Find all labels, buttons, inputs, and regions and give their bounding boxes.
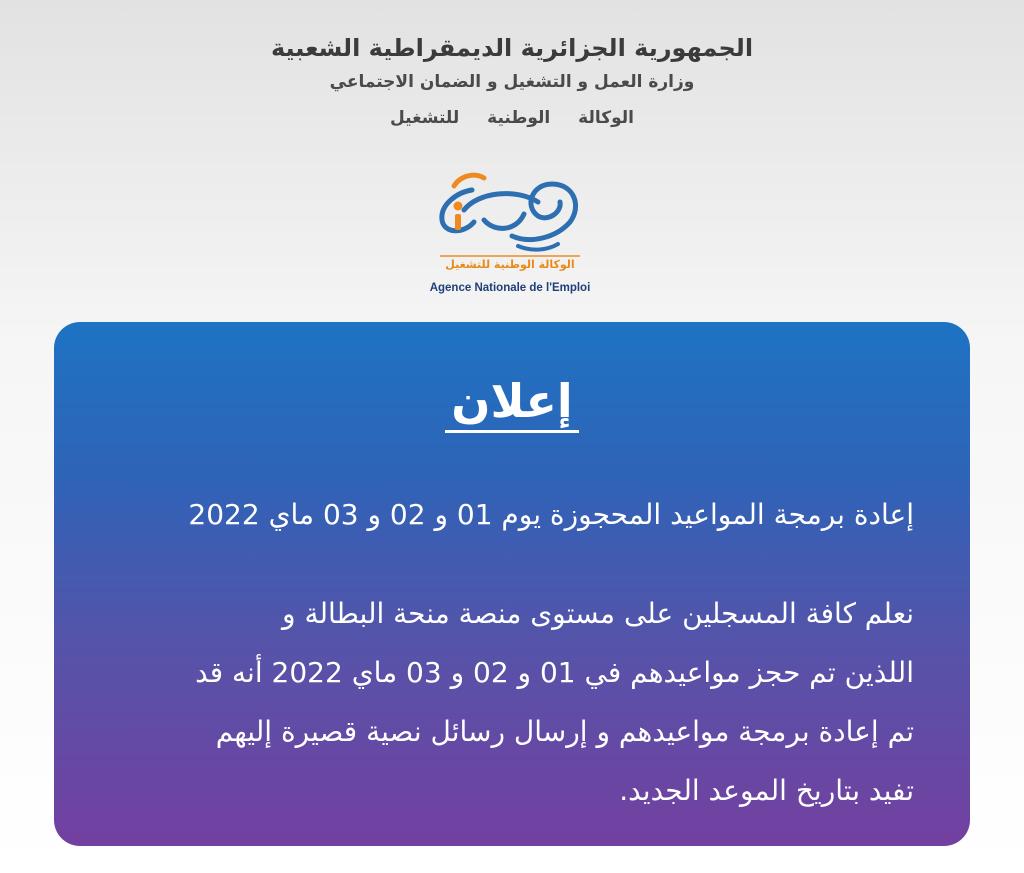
anem-logo (420, 162, 600, 310)
body-line: تفيد بتاريخ الموعد الجديد. (619, 774, 914, 807)
announcement-card (54, 322, 970, 846)
agency-name: الوكالة الوطنية للتشغيل (389, 108, 634, 128)
announcement-title-wrap (54, 374, 970, 428)
announcement-title: إعلان (445, 374, 578, 433)
body-line: اللذين تم حجز مواعيدهم في 01 و 02 و 03 ماي 2022 أنه قد (195, 656, 914, 689)
anem-logo-icon (420, 162, 600, 258)
body-line: نعلم كافة المسجلين على مستوى منصة منحة البطالة و (282, 597, 914, 630)
announcement-subtitle: إعادة برمجة المواعيد المحجوزة يوم 01 و 02 و 03 ماي 2022 (188, 498, 914, 531)
ministry-name: وزارة العمل و التشغيل و الضمان الاجتماعي (329, 72, 695, 92)
announcement-body (74, 584, 914, 820)
body-line: تم إعادة برمجة مواعيدهم و إرسال رسائل نصية قصيرة إليهم (215, 715, 914, 748)
logo-french-name: Agence Nationale de l'Emploi (429, 282, 591, 294)
republic-name: الجمهورية الجزائرية الديمقراطية الشعبية (270, 34, 754, 62)
logo-arabic-name: الوكالة الوطنية للتشغيل (445, 258, 575, 271)
